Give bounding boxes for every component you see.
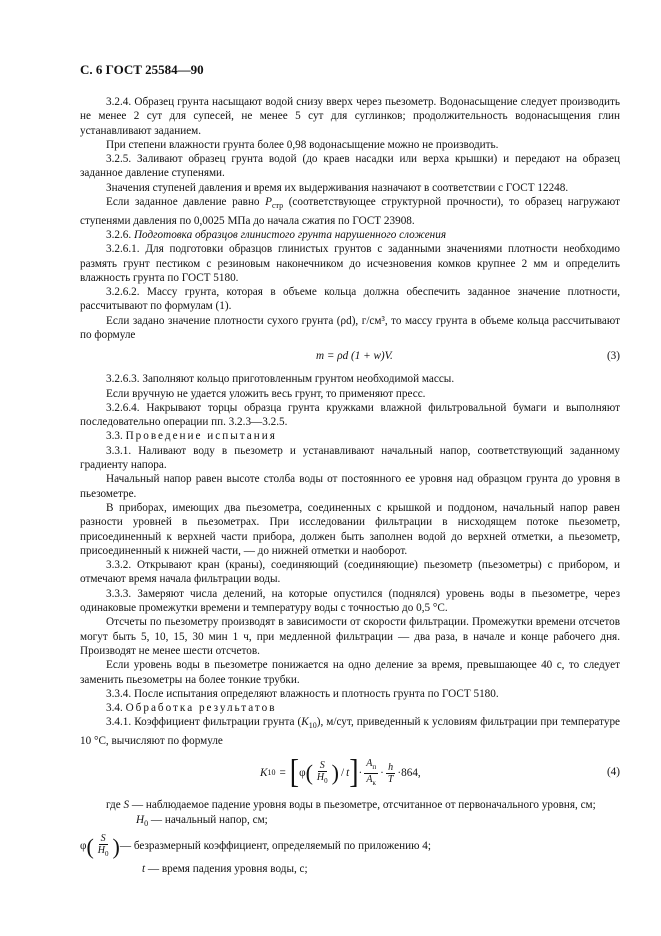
- section-3-4-heading: 3.4. Обработка результатов: [106, 702, 277, 715]
- fraction-S-H0: $\frac{S}{H_0}$: [316, 759, 328, 785]
- formula-4-expression: K 10 = [ φ ( $\frac{S}{H_0}$ ) / t ] · $\frac{A_п}{A_к}$ · $\frac{h}{T}$ · 864,: [260, 754, 421, 792]
- para-initial-head: Начальный напор равен высоте столба воды от постоянного ее уровня над образцом грунта до уровня в пьезометре.: [80, 473, 620, 500]
- para-replace-piezometer: Если уровень воды в пьезометре понижается на одно деление за время, превышающее 40 с, то следует заменить пьезометры на более тонкие трубки.: [80, 659, 620, 686]
- para-3-3-2: 3.3.2. Открывают кран (краны), соединяющий (соединяющие) пьезометр (пьезометры) с прибором, и отмечают время начала фильтрации воды.: [80, 559, 620, 586]
- para-3-3-3: 3.3.3. Замеряют числа делений, на которые опустился (поднялся) уровень воды в пьезометре, через одинаковые промежутки времени и температуру воды с точностью до 0,5 °С.: [80, 587, 620, 615]
- definitions-list: [80, 798, 620, 876]
- symbol-P: P: [265, 196, 272, 209]
- para-structural-strength: Если заданное давление равно $P_{стр}$ (соответствующее структурной прочности), то образец нагружают ступенями давления по 0,0025 МПа до начала сжатия по ГОСТ 23908.: [80, 196, 620, 227]
- formula-4-number: (4): [606, 766, 620, 779]
- formula-4: [80, 752, 620, 794]
- para-3-4-1: 3.4.1. Коэффициент фильтрации грунта $(K_{10})$, м/сут, приведенный к условиям фильтрации при температуре 10 °С, вычисляют по формуле: [80, 716, 620, 747]
- definition-S: где S — наблюдаемое падение уровня воды в пьезометре, отсчитанное от первоначального уровня, см;: [106, 799, 596, 812]
- para-dry-density: Если задано значение плотности сухого грунта (ρd), г/см³, то массу грунта в объеме кольца рассчитывают по формуле: [80, 314, 620, 341]
- para-3-2-6-1: 3.2.6.1. Для подготовки образцов глинистых грунтов с заданными значениями плотности необходимо размять грунт пестиком с резиновым наконечником до исчезновения комков крупнее 2 мм и определить влажность грунта по ГОСТ 5180.: [80, 243, 620, 284]
- definition-H0: $H_0$ — начальный напор, см;: [136, 813, 268, 828]
- para-3-2-6-4: 3.2.6.4. Накрывают торцы образца грунта кружками влажной фильтровальной бумаги и выполняют последовательно операции пп. 3.2.3—3.2.5.: [80, 401, 620, 429]
- para-3-2-4: 3.2.4. Образец грунта насыщают водой снизу вверх через пьезометр. Водонасыщение следует производить не менее 2 сут для супесей, не менее 5 сут для суглинков; продолжительность водонасыщения глин устанавливают заданием.: [80, 96, 620, 137]
- para-two-piezometers: В приборах, имеющих два пьезометра, соединенных с крышкой и поддоном, начальный напор равен разности уровней в пьезометрах. При исследовании фильтрации в нисходящем потоке пьезометр, присоединенный к верхней части прибора, должен быть заполнен водой до верхней отметки, а пьезометр, присоединенный к нижней части, — до нижней отметки и наоборот.: [80, 501, 620, 557]
- para-3-2-6-3: 3.2.6.3. Заполняют кольцо приготовленным грунтом необходимой массы.: [106, 373, 455, 386]
- para-3-2-6-2: 3.2.6.2. Массу грунта, которая в объеме кольца должна обеспечить заданное значение плотности, рассчитывают по формулам (1).: [80, 286, 620, 313]
- definition-phi: φ ( $\frac{S}{H_0}$ ) — безразмерный коэффициент, определяемый по приложению 4;: [80, 833, 431, 859]
- para-press: Если вручную не удается уложить весь грунт, то применяют пресс.: [106, 387, 426, 400]
- para-3-3-1: 3.3.1. Наливают воду в пьезометр и устанавливают начальный напор, соответствующий заданному градиенту напора.: [80, 444, 620, 472]
- para-3-3-4: 3.3.4. После испытания определяют влажность и плотность грунта по ГОСТ 5180.: [106, 687, 499, 700]
- formula-3-number: (3): [606, 350, 620, 363]
- document-body: [80, 95, 620, 876]
- fraction-h-T: $\frac{h}{T}$: [387, 761, 394, 785]
- section-3-2-6-heading: 3.2.6. Подготовка образцов глинистого грунта нарушенного сложения: [106, 228, 447, 241]
- para-readings: Отсчеты по пьезометру производят в зависимости от скорости фильтрации. Промежутки времени отсчетов могут быть 5, 10, 15, 30 мин 1 ч, при медленной фильтрации — два раза, в начале и конце рабочего дня. Производят не менее шести отсчетов.: [80, 616, 620, 657]
- section-3-3-heading: 3.3. Проведение испытания: [106, 430, 277, 443]
- formula-3-expression: m = ρd (1 + w)V.: [316, 350, 393, 363]
- para-3-2-5: 3.2.5. Заливают образец грунта водой (до краев насадки или верха крышки) и передают на образец заданное давление ступенями.: [80, 153, 620, 180]
- formula-3: [80, 344, 620, 370]
- para-saturation-note: При степени влажности грунта более 0,98 водонасыщение можно не производить.: [106, 138, 499, 151]
- page-header: С. 6 ГОСТ 25584—90: [80, 62, 204, 77]
- definition-t: t — время падения уровня воды, с;: [142, 863, 308, 876]
- fraction-An-Ak: $\frac{A_п}{A_к}$: [366, 757, 377, 787]
- para-pressure-steps: Значения ступеней давления и время их выдерживания назначают в соответствии с ГОСТ 12248.: [106, 181, 569, 194]
